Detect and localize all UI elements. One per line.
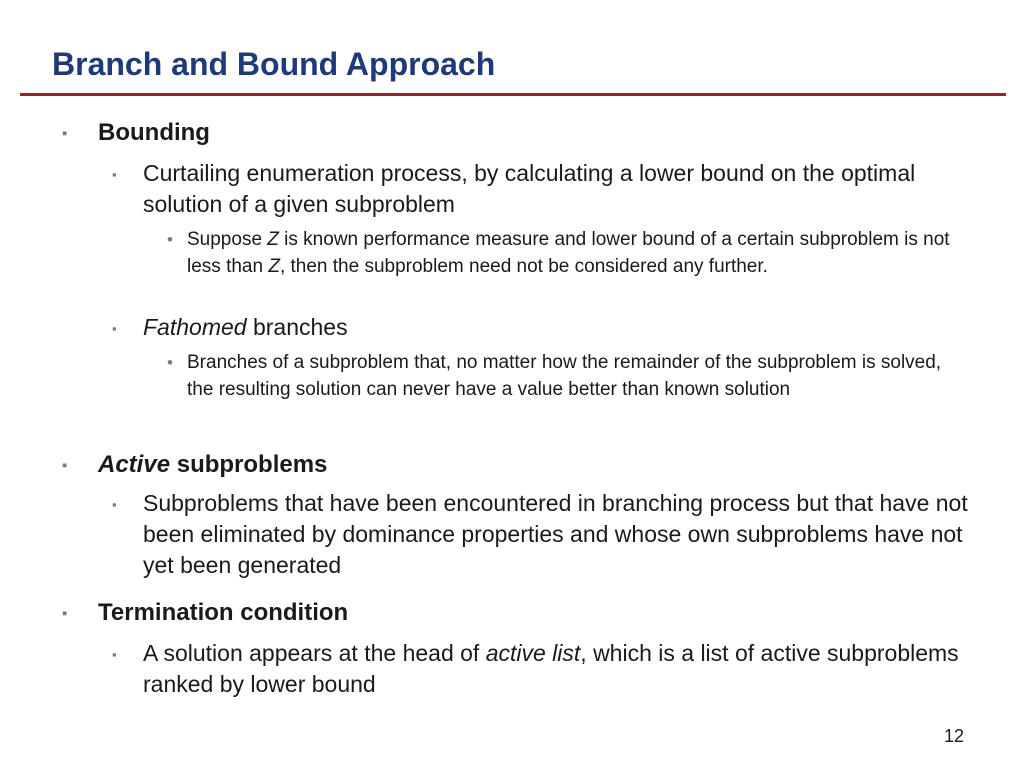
detail-text-part: is known performance measure and lower bound of a certain subproblem is not less than (187, 229, 950, 277)
dot-bullet-icon: • (167, 353, 173, 372)
active-term: Active (98, 451, 171, 478)
square-bullet-icon: ▪ (112, 647, 117, 662)
detail-bullet-branches (167, 349, 967, 403)
bullet-heading: Termination condition (98, 599, 349, 626)
dot-bullet-icon: • (167, 230, 173, 249)
sub-bullet-fathomed (112, 312, 973, 343)
square-bullet-icon: ▪ (62, 605, 68, 622)
sub-bullet-subproblems (112, 488, 973, 581)
sub-bullet-text: Subproblems that have been encountered in branching process but that have not been eliminated by dominance properties and whose own subproblems have not yet been generated (143, 490, 968, 578)
sub-bullet-text: , which is a list of active subproblems ranked by lower bound (143, 640, 959, 697)
sub-bullet-solution (112, 638, 973, 700)
square-bullet-icon: ▪ (112, 321, 117, 336)
slide-title: Branch and Bound Approach (52, 46, 496, 82)
detail-text-part: Suppose (187, 229, 268, 250)
sub-bullet-text: branches (246, 314, 348, 340)
fathomed-term: Fathomed (143, 314, 247, 340)
sub-bullet-curtailing (112, 158, 973, 220)
detail-bullet-suppose (167, 226, 967, 280)
page-number: 12 (944, 726, 965, 746)
square-bullet-icon: ▪ (62, 125, 68, 142)
bullet-heading: Bounding (98, 119, 210, 146)
bullet-active-subproblems (62, 450, 328, 480)
square-bullet-icon: ▪ (62, 457, 68, 474)
variable-z: Z (267, 229, 279, 250)
detail-text: Branches of a subproblem that, no matter how the remainder of the subproblem is solved, the resulting solution can never have a value better than known solution (187, 352, 942, 400)
active-list-term: active list (485, 640, 581, 666)
detail-text-part: , then the subproblem need not be considered any further. (279, 256, 768, 277)
sub-bullet-text: A solution appears at the head of (143, 640, 486, 666)
variable-z: Z (268, 256, 280, 277)
sub-bullet-text: Curtailing enumeration process, by calculating a lower bound on the optimal solution of a given subproblem (143, 160, 916, 217)
bullet-termination-condition (62, 598, 349, 628)
square-bullet-icon: ▪ (112, 167, 117, 182)
bullet-heading: subproblems (170, 451, 328, 478)
square-bullet-icon: ▪ (112, 497, 117, 512)
bullet-bounding (62, 118, 210, 148)
